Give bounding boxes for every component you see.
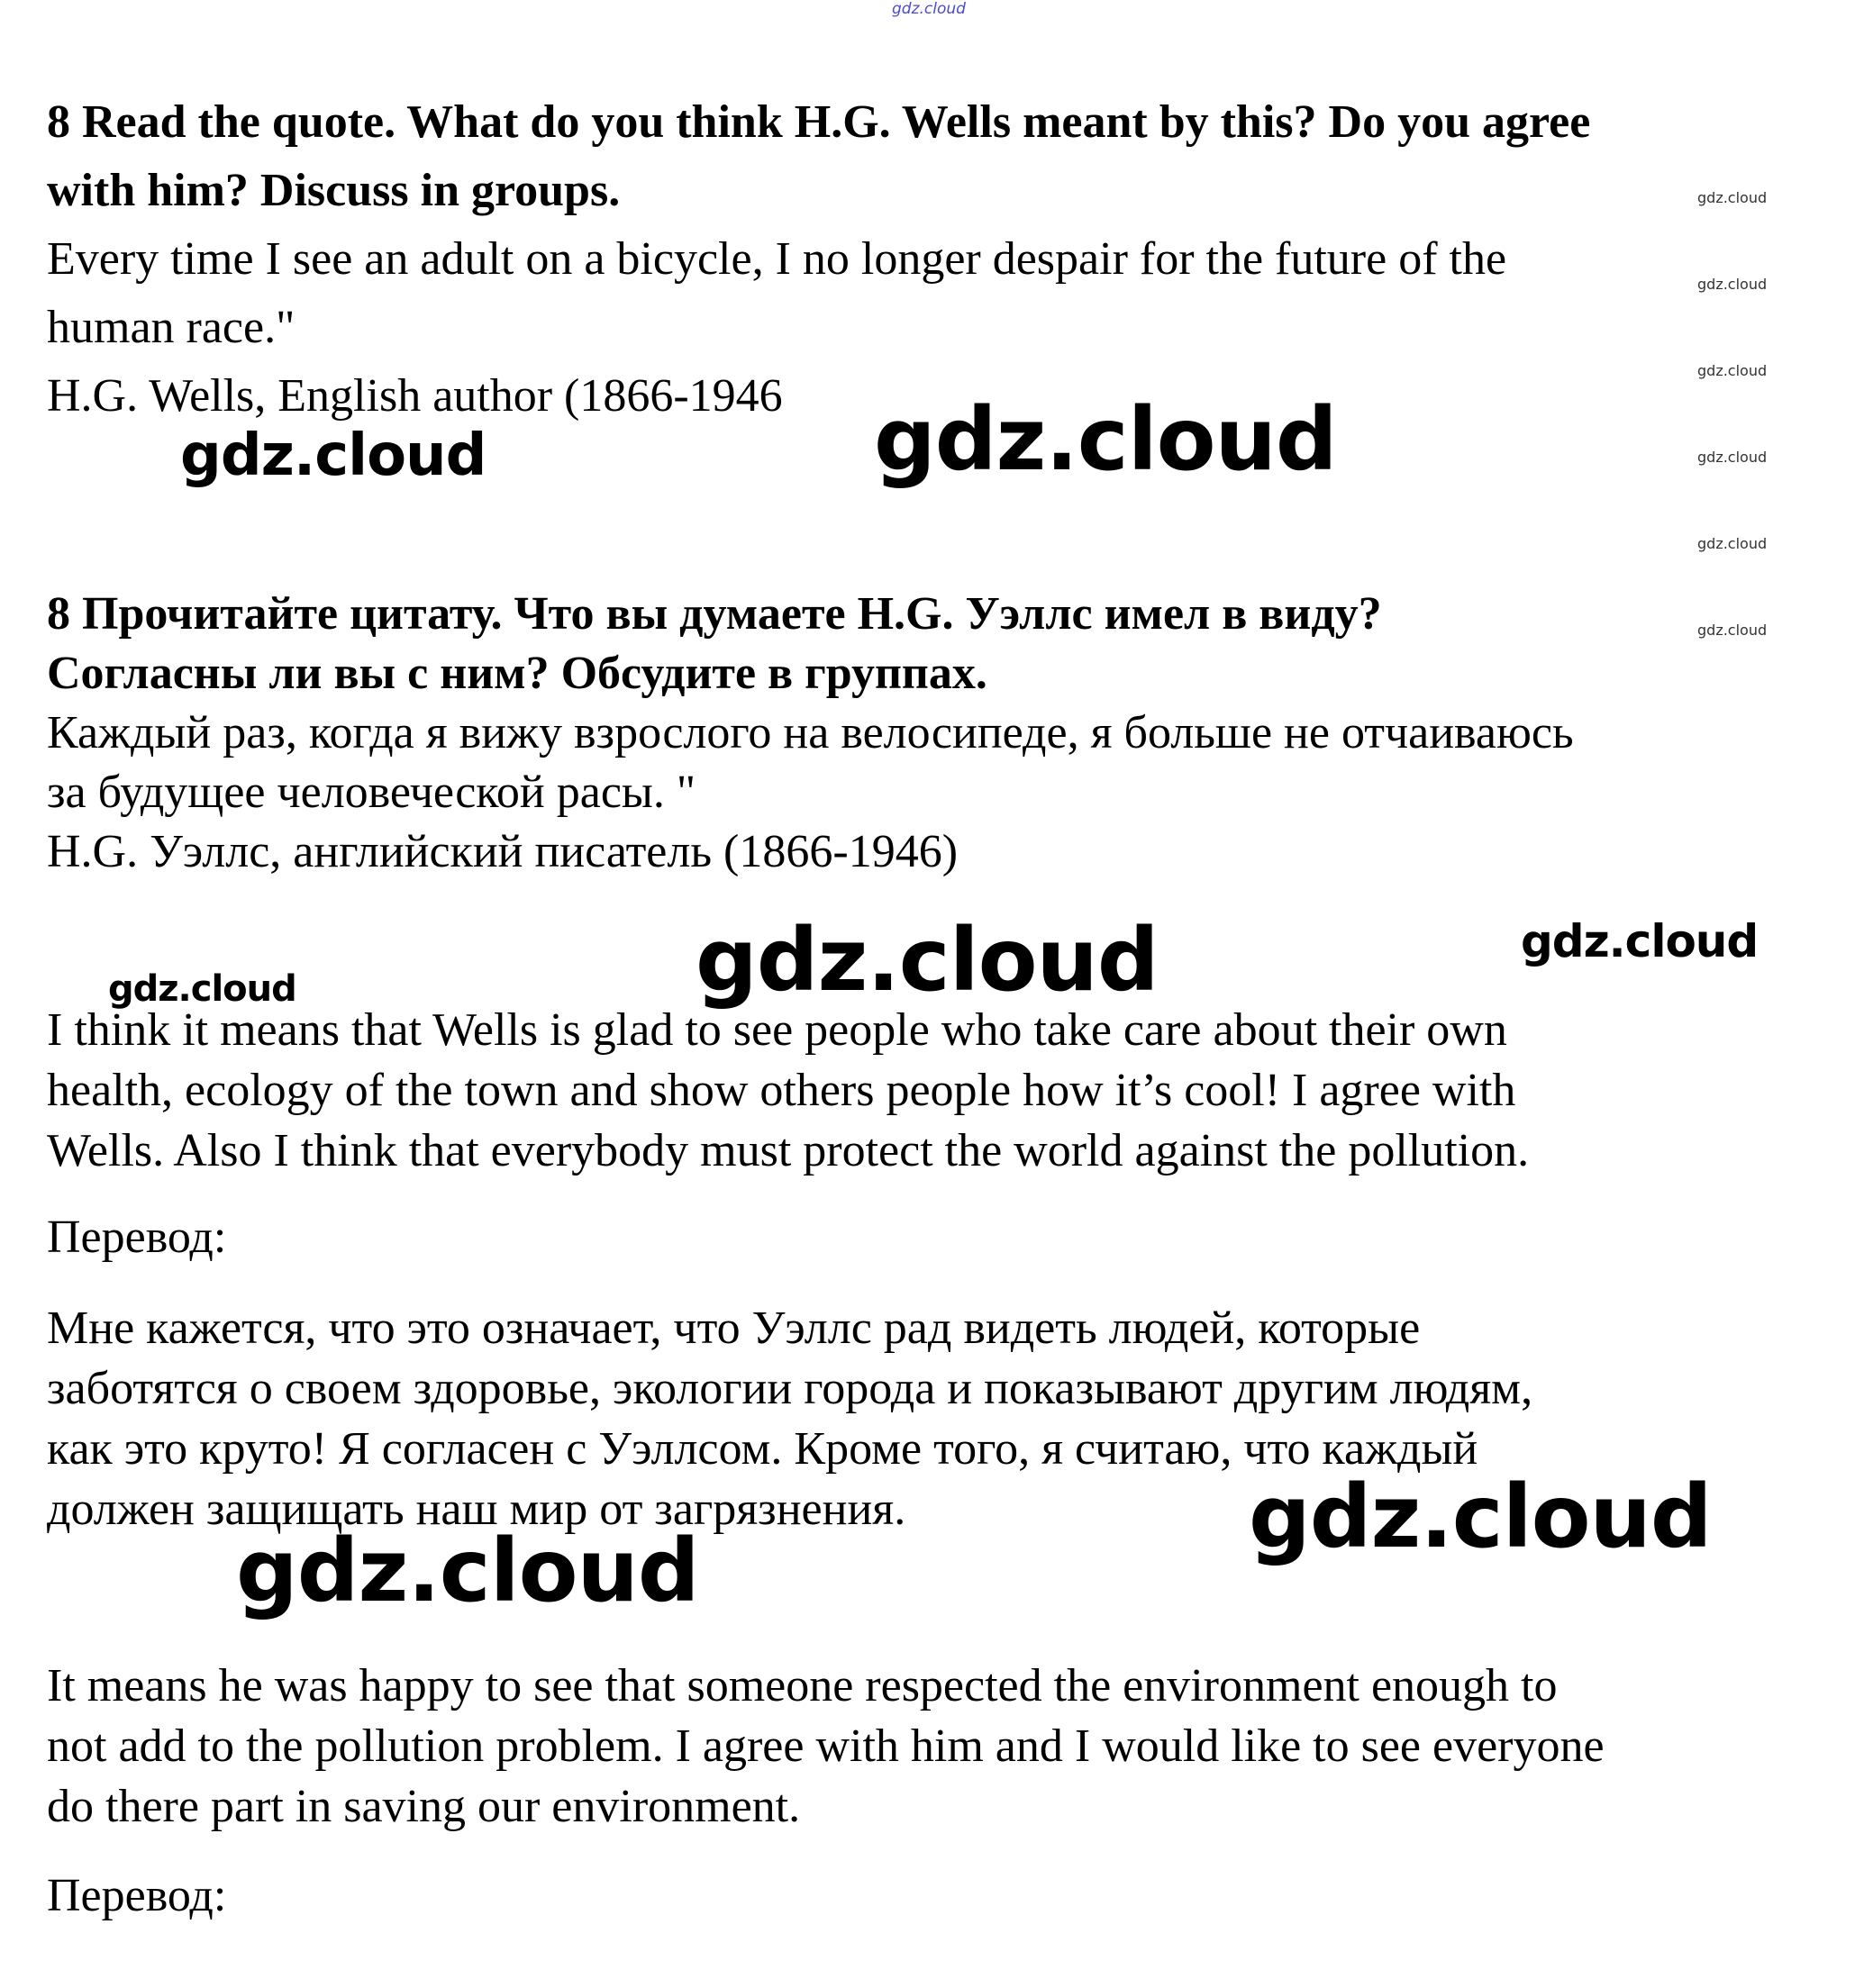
small-watermark: gdz.cloud — [1697, 189, 1768, 206]
answer2-line-2: not add to the pollution problem. I agree with him and I would like to see everyone — [47, 1720, 1605, 1772]
russian-heading-line-2: Согласны ли вы с ним? Обсудите в группах. — [47, 648, 987, 699]
english-quote-line-1: Every time I see an adult on a bicycle, I no longer despair for the future of the — [47, 233, 1507, 285]
answer1-line-1: I think it means that Wells is glad to see people who take care about their own — [47, 1004, 1507, 1056]
watermark: gdz.cloud — [236, 1521, 699, 1621]
watermark: gdz.cloud — [874, 389, 1337, 490]
top-watermark: gdz.cloud — [892, 0, 966, 18]
answer2-line-3: do there part in saving our environment. — [47, 1781, 801, 1832]
small-watermark: gdz.cloud — [1697, 535, 1768, 552]
translation2-label: Перевод: — [47, 1870, 227, 1921]
russian-attribution: H.G. Уэллс, английский писатель (1866-1946) — [47, 826, 959, 877]
translation1-label: Перевод: — [47, 1212, 227, 1263]
watermark: gdz.cloud — [108, 968, 296, 1010]
small-watermark: gdz.cloud — [1697, 449, 1768, 466]
answer2-line-1: It means he was happy to see that someone respected the environment enough to — [47, 1660, 1558, 1711]
watermark: gdz.cloud — [1249, 1466, 1712, 1567]
english-quote-line-2: human race." — [47, 302, 296, 353]
english-heading-line-2: with him? Discuss in groups. — [47, 165, 621, 216]
small-watermark: gdz.cloud — [1697, 622, 1768, 639]
watermark: gdz.cloud — [696, 910, 1159, 1011]
english-attribution: H.G. Wells, English author (1866-1946 — [47, 370, 783, 422]
translation1-line-3: как это круто! Я согласен с Уэллсом. Кроме того, я считаю, что каждый — [47, 1423, 1478, 1475]
answer1-line-2: health, ecology of the town and show others people how it’s cool! I agree with — [47, 1065, 1516, 1116]
russian-heading-line-1: 8 Прочитайте цитату. Что вы думаете H.G. Уэллс имел в виду? — [47, 588, 1382, 640]
translation1-line-4: должен защищать наш мир от загрязнения. — [47, 1484, 906, 1535]
translation1-line-2: заботятся о своем здоровье, экологии города и показывают другим людям, — [47, 1363, 1533, 1414]
english-heading-line-1: 8 Read the quote. What do you think H.G. Wells meant by this? Do you agree — [47, 96, 1591, 148]
russian-quote-line-2: за будущее человеческой расы. " — [47, 767, 696, 818]
small-watermark: gdz.cloud — [1697, 362, 1768, 379]
translation1-line-1: Мне кажется, что это означает, что Уэллс рад видеть людей, которые — [47, 1303, 1421, 1354]
watermark: gdz.cloud — [1521, 915, 1759, 967]
small-watermark: gdz.cloud — [1697, 276, 1768, 293]
answer1-line-3: Wells. Also I think that everybody must protect the world against the pollution. — [47, 1125, 1530, 1176]
watermark: gdz.cloud — [180, 422, 486, 489]
russian-quote-line-1: Каждый раз, когда я вижу взрослого на велосипеде, я больше не отчаиваюсь — [47, 707, 1574, 758]
